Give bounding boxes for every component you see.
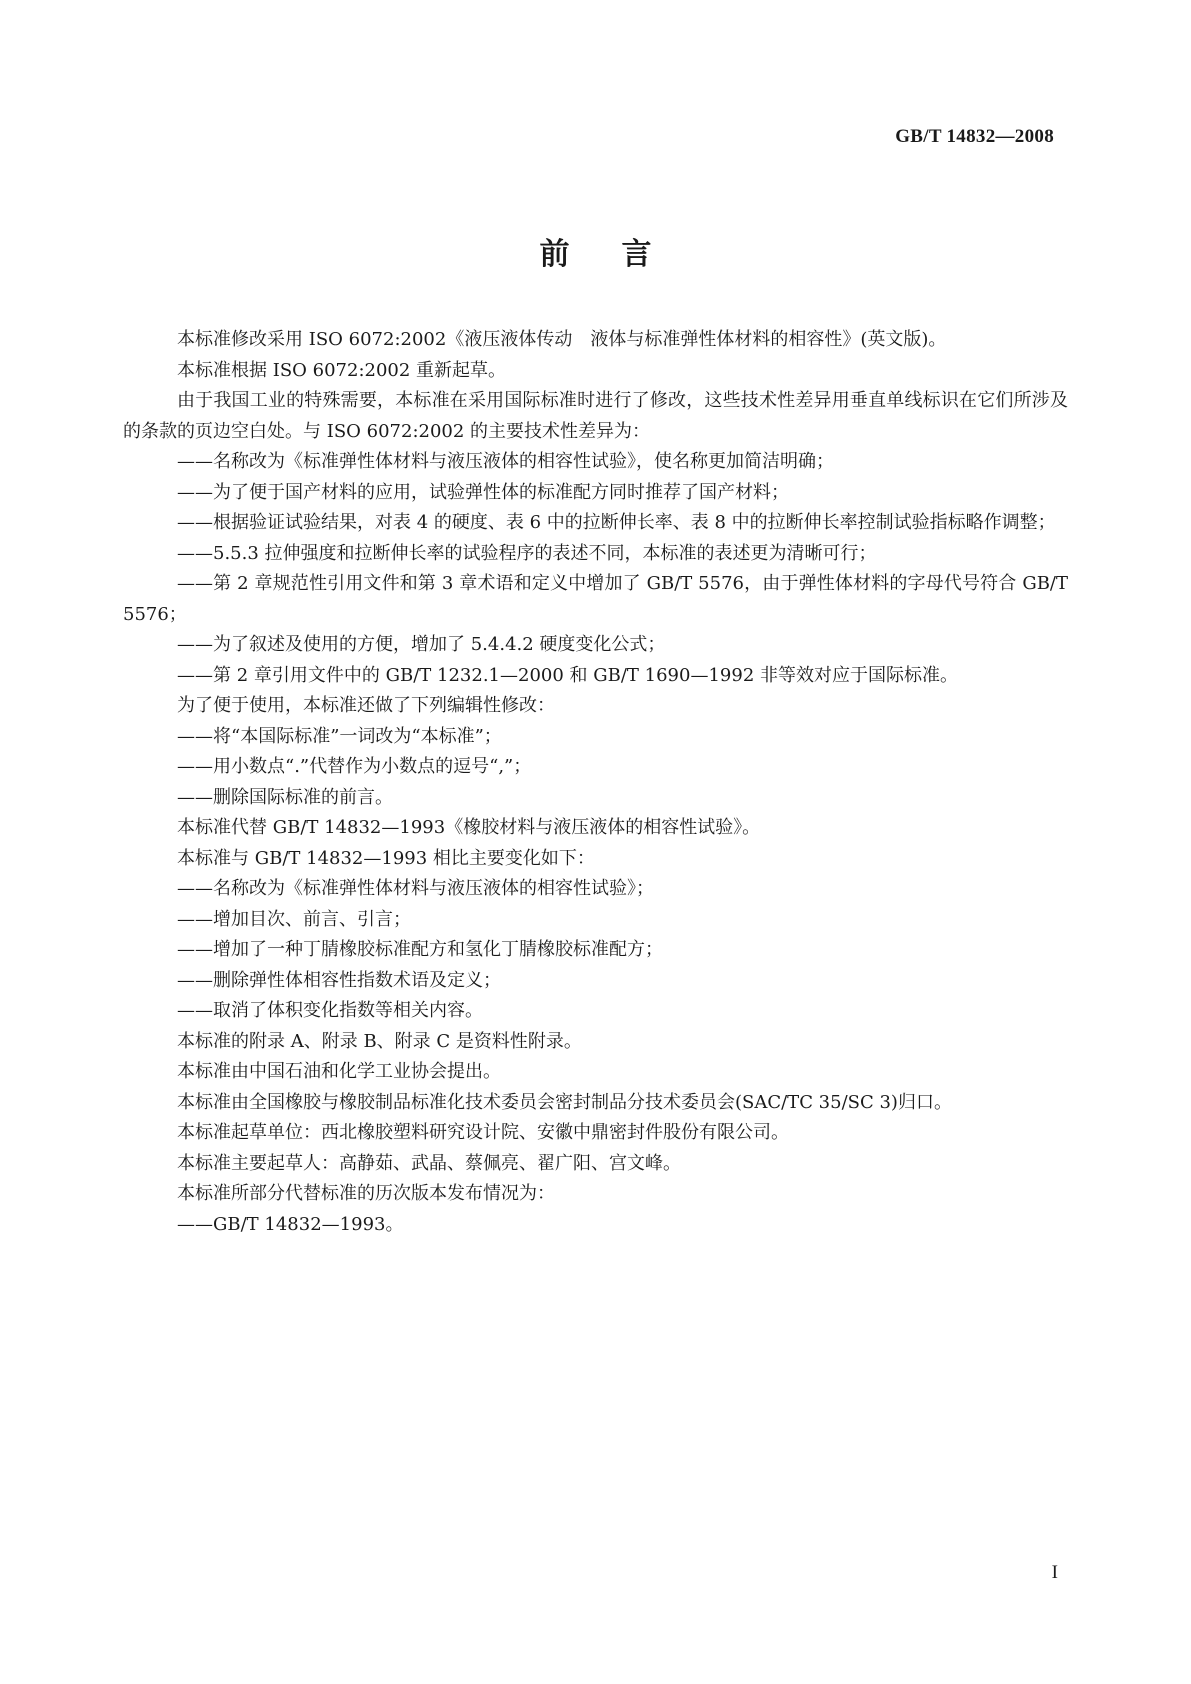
standard-code: GB/T 14832—2008 [895, 126, 1054, 147]
paragraph: 本标准所部分代替标准的历次版本发布情况为： [177, 1183, 555, 1204]
paragraph: 本标准根据 ISO 6072:2002 重新起草。 [177, 359, 507, 381]
paragraph: 本标准的附录 A、附录 B、附录 C 是资料性附录。 [177, 1030, 582, 1052]
paragraph: 本标准由全国橡胶与橡胶制品标准化技术委员会密封制品分技术委员会(SAC/TC 35/SC 3)归口。 [177, 1091, 952, 1113]
paragraph: 本标准修改采用 ISO 6072:2002《液压液体传动 液体与标准弹性体材料的相容性》(英文版)。 [177, 329, 947, 350]
list-item: ——第 2 章规范性引用文件和第 3 章术语和定义中增加了 GB/T 5576，由于弹性体材料的字母代号符合 GB/T 5576； [123, 573, 1068, 625]
preface-body [123, 325, 1068, 1240]
list-item: ——根据验证试验结果，对表 4 的硬度、表 6 中的拉断伸长率、表 8 中的拉断伸长率控制试验指标略作调整； [177, 512, 1056, 533]
paragraph: 本标准起草单位：西北橡胶塑料研究设计院、安徽中鼎密封件股份有限公司。 [177, 1122, 789, 1143]
list-item: ——删除国际标准的前言。 [177, 786, 393, 808]
paragraph: 为了便于使用，本标准还做了下列编辑性修改： [177, 695, 555, 716]
list-item: ——为了叙述及使用的方便，增加了 5.4.4.2 硬度变化公式； [177, 634, 666, 655]
list-item: ——GB/T 14832—1993。 [177, 1213, 404, 1235]
list-item: ——5.5.3 拉伸强度和拉断伸长率的试验程序的表述不同，本标准的表述更为清晰可行； [177, 542, 877, 564]
list-item: ——用小数点“.”代替作为小数点的逗号“,”； [177, 756, 532, 777]
list-item: ——取消了体积变化指数等相关内容。 [177, 1000, 483, 1021]
paragraph: 本标准与 GB/T 14832—1993 相比主要变化如下： [177, 847, 595, 869]
list-item: ——增加目次、前言、引言； [177, 908, 411, 930]
paragraph: 本标准代替 GB/T 14832—1993《橡胶材料与液压液体的相容性试验》。 [177, 817, 761, 838]
paragraph: 本标准主要起草人：高静茹、武晶、蔡佩亮、翟广阳、宫文峰。 [177, 1152, 681, 1174]
list-item: ——增加了一种丁腈橡胶标准配方和氢化丁腈橡胶标准配方； [177, 939, 663, 960]
list-item: ——删除弹性体相容性指数术语及定义； [177, 969, 501, 991]
paragraph: 由于我国工业的特殊需要，本标准在采用国际标准时进行了修改，这些技术性差异用垂直单线标识在它们所涉及的条款的页边空白处。与 ISO 6072:2002 的主要技术性差异为： [123, 390, 1068, 442]
list-item: ——名称改为《标准弹性体材料与液压液体的相容性试验》，使名称更加简洁明确； [177, 451, 834, 472]
list-item: ——为了便于国产材料的应用，试验弹性体的标准配方同时推荐了国产材料； [177, 481, 789, 503]
list-item: ——名称改为《标准弹性体材料与液压液体的相容性试验》； [177, 878, 654, 899]
list-item: ——第 2 章引用文件中的 GB/T 1232.1—2000 和 GB/T 1690—1992 非等效对应于国际标准。 [177, 664, 958, 686]
paragraph: 本标准由中国石油和化学工业协会提出。 [177, 1061, 501, 1082]
page-number: I [1051, 1562, 1058, 1583]
list-item: ——将“本国际标准”一词改为“本标准”； [177, 725, 502, 747]
page-title: 前言 [539, 237, 704, 272]
